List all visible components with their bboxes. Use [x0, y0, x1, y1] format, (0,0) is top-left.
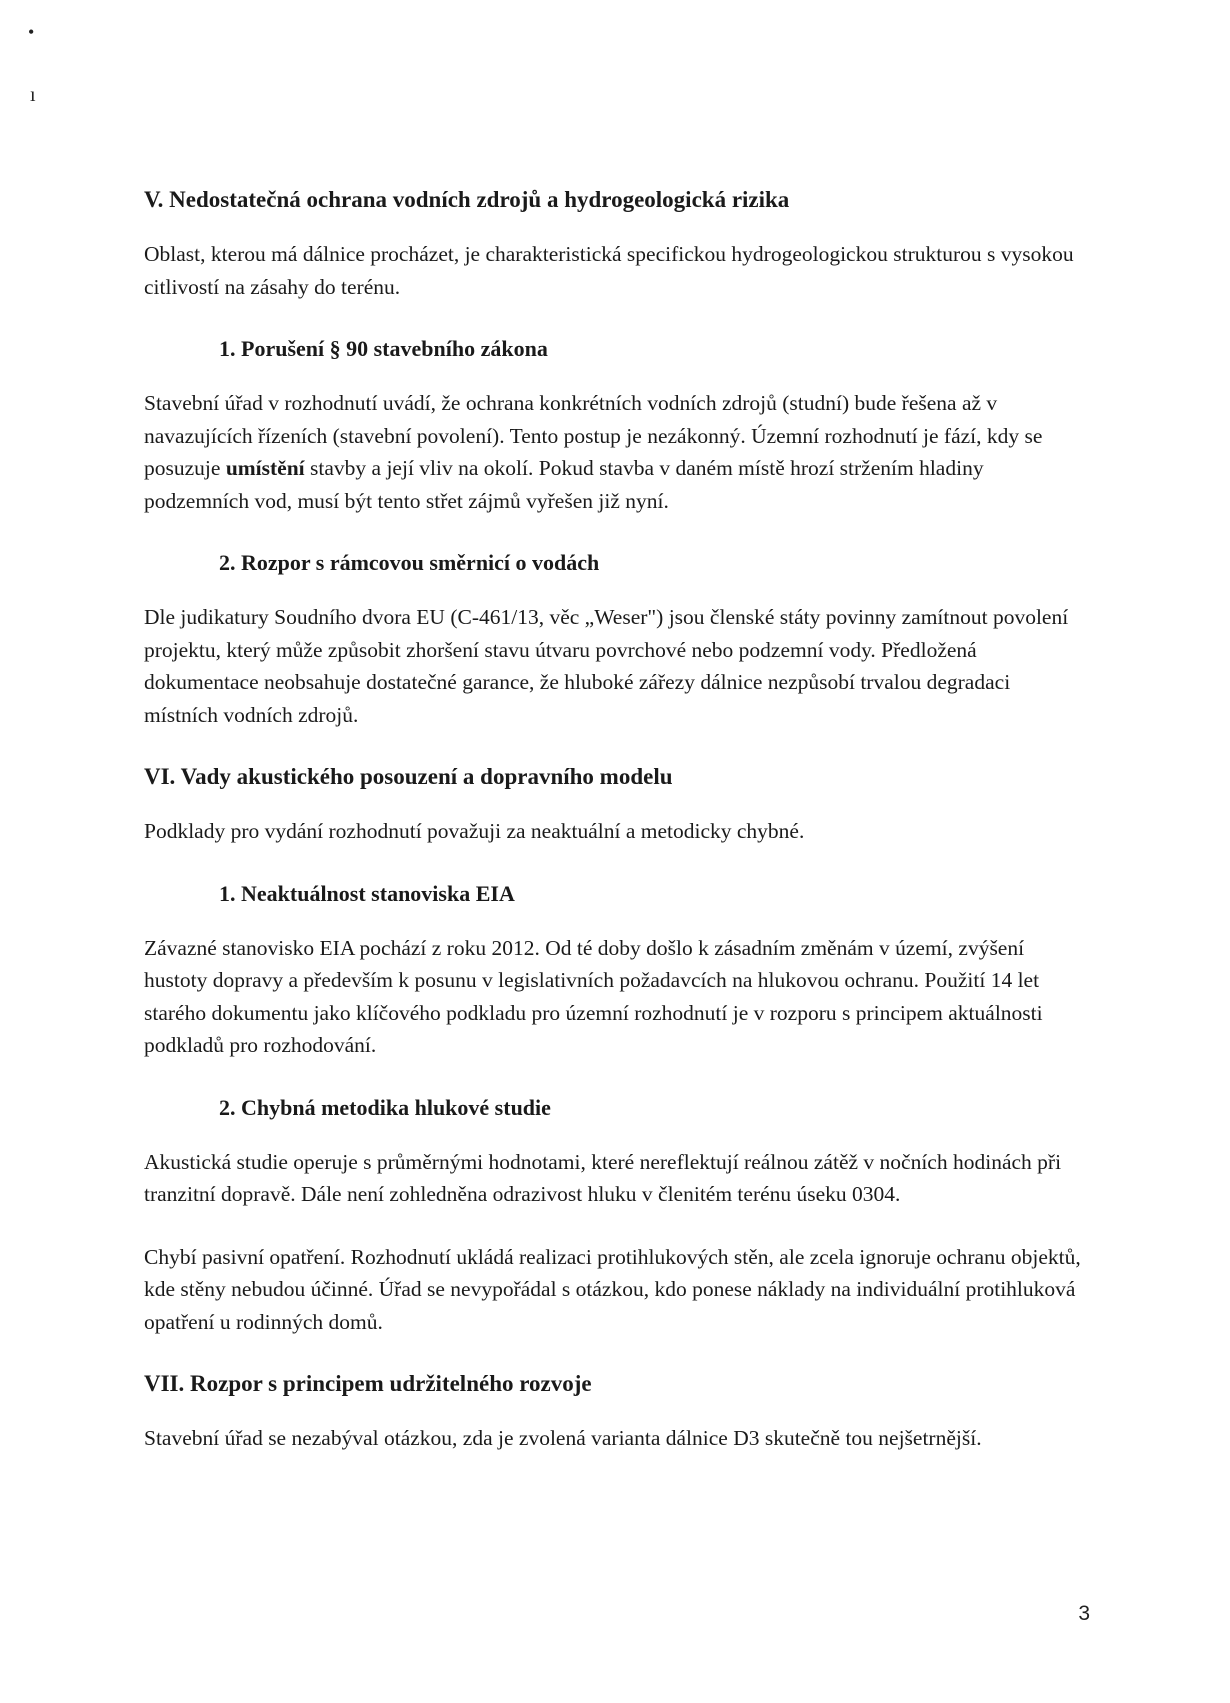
section-v-sub1-text — [144, 387, 1084, 517]
section-vi-sub2-heading: 2. Chybná metodika hlukové studie — [219, 1094, 551, 1120]
section-v-sub1-text-after: stavby a její vliv na okolí. Pokud stavba v daném místě hrozí stržením hladiny podzemních vod, musí být tento střet zájmů vyřešen již nyní. — [144, 456, 984, 513]
margin-mark-top: • — [28, 22, 35, 42]
page-number: 3 — [1078, 1602, 1090, 1625]
section-vi-sub1-text: Závazné stanovisko EIA pochází z roku 2012. Od té doby došlo k zásadním změnám v území, zvýšení hustoty dopravy a především k posunu v legislativních požadavcích na hlukovou ochranu. Použití 14 let starého dokumentu jako klíčového podkladu pro územní rozhodnutí je v rozporu s principem aktuálnosti podkladů pro rozhodování. — [144, 935, 1043, 1057]
section-vi-heading: VI. Vady akustického posouzení a dopravního modelu — [144, 764, 673, 789]
section-v-intro: Oblast, kterou má dálnice procházet, je charakteristická specifickou hydrogeologickou strukturou s vysokou citlivostí na zásahy do terénu. — [144, 242, 1074, 299]
section-v-heading: V. Nedostatečná ochrana vodních zdrojů a hydrogeologická rizika — [144, 187, 790, 212]
margin-mark-second: ı — [30, 84, 36, 106]
section-vii-heading: VII. Rozpor s principem udržitelného rozvoje — [144, 1371, 592, 1396]
section-vi-sub2-text2: Chybí pasivní opatření. Rozhodnutí ukládá realizaci protihlukových stěn, ale zcela ignoruje ochranu objektů, kde stěny nebudou účinné. Úřad se nevypořádal s otázkou, kdo ponese náklady na individuální protihluková opatření u rodinných domů. — [144, 1244, 1081, 1334]
section-v-sub1-text-bold: umístění — [225, 456, 305, 480]
section-v-sub2-heading: 2. Rozpor s rámcovou směrnicí o vodách — [219, 550, 600, 575]
section-vi-intro: Podklady pro vydání rozhodnutí považuji za neaktuální a metodicky chybné. — [144, 819, 805, 843]
section-vi-sub2-text: Akustická studie operuje s průměrnými hodnotami, které nereflektují reálnou zátěž v nočních hodinách při tranzitní dopravě. Dále není zohledněna odrazivost hluku v členitém terénu úseku 0304. — [144, 1149, 1062, 1206]
section-v-sub1-heading: 1. Porušení § 90 stavebního zákona — [219, 336, 548, 361]
section-v-sub1-text-before: Stavební úřad v rozhodnutí uvádí, že ochrana konkrétních vodních zdrojů (studní) bude řešena až v navazujících řízeních (stavební povolení). Tento postup je nezákonný. Územní rozhodnutí je fází, kdy se posuzuje — [144, 391, 1043, 480]
section-v-sub2-text: Dle judikatury Soudního dvora EU (C-461/13, věc „Weser") jsou členské státy povinny zamítnout povolení projektu, který může způsobit zhoršení stavu útvaru povrchové nebo podzemní vody. Předložená dokumentace neobsahuje dostatečné garance, že hluboké zářezy dálnice nezpůsobí trvalou degradaci místních vodních zdrojů. — [144, 605, 1069, 727]
document-body — [144, 184, 1084, 1455]
section-vi-sub1-heading: 1. Neaktuálnost stanoviska EIA — [219, 880, 515, 906]
section-vii-text: Stavební úřad se nezabýval otázkou, zda je zvolená varianta dálnice D3 skutečně tou nejšetrnější. — [144, 1426, 982, 1450]
